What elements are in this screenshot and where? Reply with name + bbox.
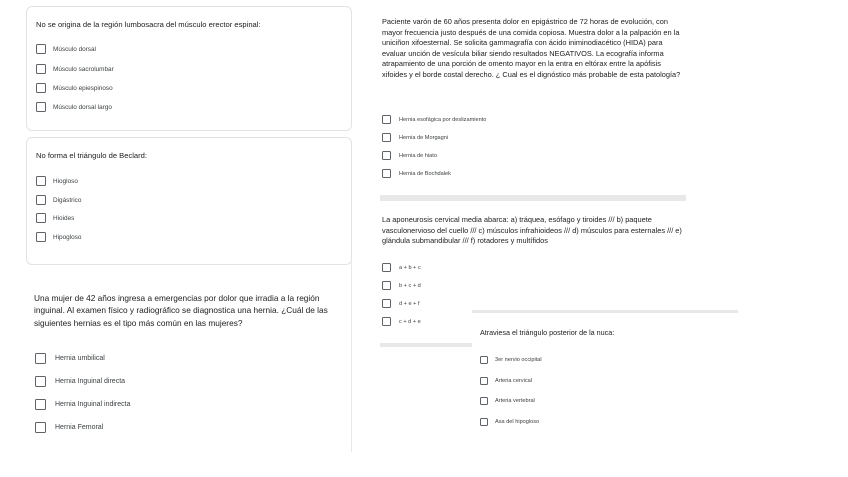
- option-label: Hiogloso: [53, 177, 78, 185]
- section-divider: [380, 195, 686, 201]
- card-edge: [351, 262, 352, 452]
- option-musculo-dorsal[interactable]: [36, 44, 96, 54]
- option-label: Hernia Femoral: [55, 424, 104, 431]
- question-text: Una mujer de 42 años ingresa a emergencias por dolor que irradia a la región inguinal. Al examen físico y radiográfico se diagnostica una hernia. ¿Cuál de las siguientes hernias es el tipo más común en las mujeres?: [34, 293, 328, 328]
- option-label: Músculo sacrolumbar: [53, 65, 114, 73]
- option-label: c + d + e: [399, 318, 421, 325]
- option-hernia-umbilical[interactable]: [35, 353, 105, 364]
- option-hipogloso[interactable]: [36, 232, 81, 242]
- checkbox[interactable]: [382, 281, 391, 290]
- option-musculo-epiespinoso[interactable]: [36, 83, 113, 93]
- checkbox[interactable]: [35, 422, 46, 433]
- question-text: La aponeurosis cervical media abarca: a) tráquea, esófago y tiroides /// b) paquete vasculonervioso del cuello /// c) músculos infrahioideos /// d) músculos para esternales /// e) glándula submandibular /// f) rotadores y multífidos: [382, 215, 682, 245]
- option-hernia-inguinal-directa[interactable]: [35, 376, 125, 387]
- option-label: Digástrico: [53, 196, 82, 204]
- option-label: Hernia esofágica por deslizamiento: [399, 116, 487, 123]
- section-divider: [472, 310, 738, 313]
- checkbox[interactable]: [36, 195, 46, 205]
- option-musculo-sacrolumbar[interactable]: [36, 64, 114, 74]
- option-hioides[interactable]: [36, 213, 74, 223]
- option-hernia-inguinal-indirecta[interactable]: [35, 399, 131, 410]
- checkbox[interactable]: [36, 64, 46, 74]
- checkbox[interactable]: [382, 115, 391, 124]
- question-text: No forma el triángulo de Beclard:: [36, 151, 148, 160]
- checkbox[interactable]: [480, 418, 488, 426]
- option-d-e-f[interactable]: [382, 299, 420, 308]
- checkbox[interactable]: [382, 169, 391, 178]
- question-text: Atraviesa el triángulo posterior de la nuca:: [480, 328, 615, 337]
- option-label: Músculo dorsal: [53, 45, 96, 53]
- option-label: Hernia umbilical: [55, 355, 105, 362]
- checkbox[interactable]: [36, 83, 46, 93]
- option-asa-del-hipogloso[interactable]: [480, 418, 539, 426]
- checkbox[interactable]: [35, 376, 46, 387]
- checkbox[interactable]: [36, 44, 46, 54]
- checkbox[interactable]: [480, 397, 488, 405]
- option-hiogloso[interactable]: [36, 176, 78, 186]
- option-hernia-bochdalek[interactable]: [382, 169, 451, 178]
- checkbox[interactable]: [35, 353, 46, 364]
- checkbox[interactable]: [35, 399, 46, 410]
- option-arteria-cervical[interactable]: [480, 377, 532, 385]
- option-label: b + c + d: [399, 282, 421, 289]
- checkbox[interactable]: [36, 176, 46, 186]
- option-c-d-e[interactable]: [382, 317, 421, 326]
- checkbox[interactable]: [382, 263, 391, 272]
- option-label: Músculo dorsal largo: [53, 103, 112, 111]
- checkbox[interactable]: [36, 213, 46, 223]
- option-label: Hioides: [53, 214, 75, 222]
- option-hernia-esofagica[interactable]: [382, 115, 486, 124]
- option-label: Hernia Inguinal directa: [55, 378, 126, 385]
- option-label: Asa del hipogloso: [495, 419, 540, 425]
- checkbox[interactable]: [36, 232, 46, 242]
- checkbox[interactable]: [382, 317, 391, 326]
- option-label: Hernia Inguinal indirecta: [55, 401, 131, 408]
- option-3er-nervio-occipital[interactable]: [480, 356, 542, 364]
- question-text: Paciente varón de 60 años presenta dolor en epigástrico de 72 horas de evolución, con mayor frecuencia justo después de una comida copiosa. Muestra dolor a la palpación en la uniciñon xifoesternal. Se solicita gammagrafía con ácido iniminodiacético (HIDA) para evaluar unción de vesícula biliar siendo resultados NEGATIVOS. La ecografía informa atrapamiento de una porción de omento mayor en la entra en eltórax entre la apófisis xifoides y el borde costal derecho. ¿ Cual es el dignóstico más probable de esta patología?: [382, 17, 681, 79]
- option-digastrico[interactable]: [36, 195, 81, 205]
- option-a-b-c[interactable]: [382, 263, 421, 272]
- checkbox[interactable]: [382, 133, 391, 142]
- option-label: 3er nervio occipital: [495, 357, 542, 363]
- option-musculo-dorsal-largo[interactable]: [36, 102, 112, 112]
- checkbox[interactable]: [480, 356, 488, 364]
- checkbox[interactable]: [382, 151, 391, 160]
- option-label: Hernia de Bochdalek: [399, 170, 451, 177]
- option-hernia-femoral[interactable]: [35, 422, 103, 433]
- option-b-c-d[interactable]: [382, 281, 421, 290]
- option-label: Músculo epiespinoso: [53, 84, 113, 92]
- option-label: d + e + f: [399, 300, 420, 307]
- option-arteria-vertebral[interactable]: [480, 397, 535, 405]
- checkbox[interactable]: [382, 299, 391, 308]
- option-label: Hernia de Morgagni: [399, 134, 449, 141]
- section-divider: [380, 343, 472, 347]
- option-hernia-morgagni[interactable]: [382, 133, 448, 142]
- option-label: Arteria vertebral: [495, 398, 535, 404]
- option-label: Arteria cervical: [495, 378, 532, 384]
- checkbox[interactable]: [480, 377, 488, 385]
- option-label: a + b + c: [399, 264, 421, 271]
- option-label: Hipogloso: [53, 233, 82, 241]
- checkbox[interactable]: [36, 102, 46, 112]
- option-hernia-hiato[interactable]: [382, 151, 437, 160]
- option-label: Hernia de hiato: [399, 152, 437, 159]
- question-text: No se origina de la región lumbosacra del músculo erector espinal:: [36, 20, 261, 29]
